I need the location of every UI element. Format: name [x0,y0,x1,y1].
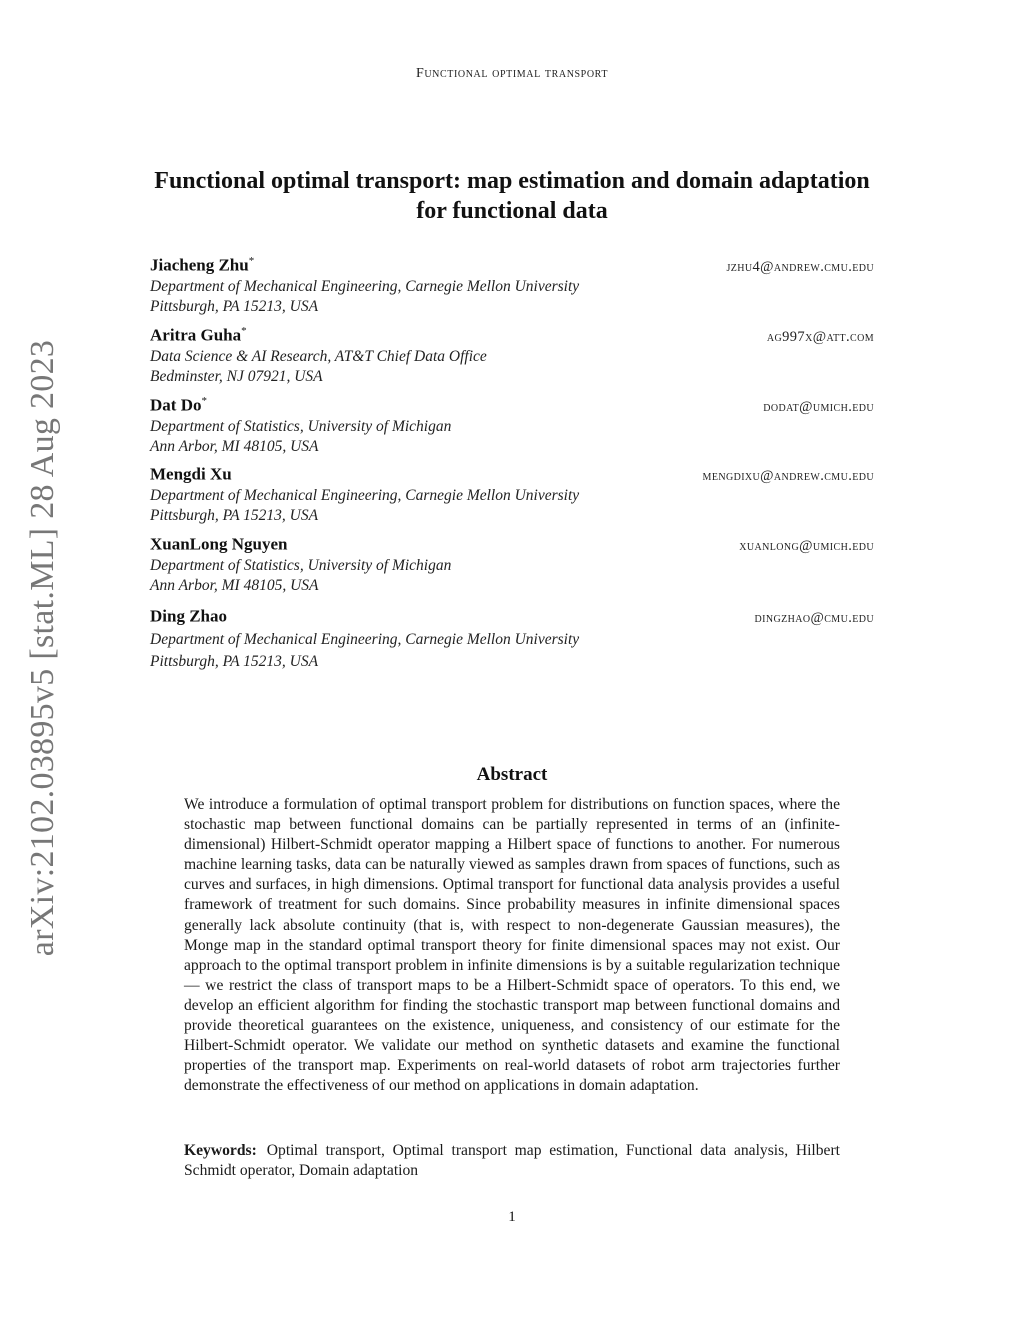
author-name: Aritra Guha* [150,325,247,345]
keywords-label: Keywords: [184,1142,257,1159]
author-address: Pittsburgh, PA 15213, USA [150,507,319,524]
abstract-heading: Abstract [476,764,548,785]
author-email: jzhu4@andrew.cmu.edu [726,258,874,275]
keywords-text: Optimal transport, Optimal transport map estimation, Functional data analysis, Hilbert Schmidt operator, Domain adaptation [184,1142,840,1180]
author-name: XuanLong Nguyen [150,534,288,554]
author-block [150,255,874,317]
author-name: Mengdi Xu [150,464,232,484]
author-mark: * [201,395,207,407]
keywords [184,1141,840,1181]
author-address: Ann Arbor, MI 48105, USA [150,438,319,455]
author-affiliation: Department of Statistics, University of Michigan [150,557,452,574]
author-address: Bedminster, NJ 07921, USA [150,368,323,385]
author-affiliation: Data Science & AI Research, AT&T Chief Data Office [150,348,487,365]
author-affiliation: Department of Statistics, University of Michigan [150,418,452,435]
author-affiliation: Department of Mechanical Engineering, Carnegie Mellon University [150,487,580,504]
arxiv-identifier-stamp: arXiv:2102.03895v5 [stat.ML] 28 Aug 2023 [24,339,61,957]
author-affiliation: Department of Mechanical Engineering, Carnegie Mellon University [150,631,580,648]
author-block [150,534,874,596]
author-address: Pittsburgh, PA 15213, USA [150,298,319,315]
page-number: 1 [508,1209,516,1225]
author-name: Dat Do* [150,395,207,415]
author-block [150,606,874,672]
author-email: ag997x@att.com [766,328,874,345]
author-name: Ding Zhao [150,606,227,626]
author-block [150,325,874,387]
abstract-text: We introduce a formulation of optimal transport problem for distributions on function spaces, where the stochastic map between functional domains can be partially represented in terms of an (infinite-dimensional) Hilbert-Schmidt operator mapping a Hilbert space of functions to another. For numerous machine learning tasks, data can be naturally viewed as samples drawn from spaces of functions, such as curves and surfaces, in high dimensions. Optimal transport for functional data analysis provides a useful framework of treatment for such domains. Since probability measures in infinite dimensional spaces generally lack absolute continuity (that is, with respect to non-degenerate Gaussian measures), the Monge map in the standard optimal transport theory for finite dimensional spaces may not exist. Our approach to the optimal transport problem in infinite dimensions is by a suitable regularization technique — we restrict the class of transport maps to be a Hilbert-Schmidt space of operators. To this end, we develop an efficient algorithm for finding the stochastic transport map between functional domains and provide theoretical guarantees on the existence, uniqueness, and consistency of our estimate for the Hilbert-Schmidt operator. We validate our method on synthetic datasets and examine the functional properties of the transport map. Experiments on real-world datasets of robot arm trajectories further demonstrate the effectiveness of our method on applications in domain adaptation. [184,796,840,1095]
author-email: xuanlong@umich.edu [739,537,874,554]
author-block [150,395,874,457]
author-email: mengdixu@andrew.cmu.edu [702,467,874,484]
author-email: dingzhao@cmu.edu [754,609,874,626]
author-address: Pittsburgh, PA 15213, USA [150,653,319,670]
paper-title: Functional optimal transport: map estimation and domain adaptation for functional data [154,168,870,224]
author-email: dodat@umich.edu [763,398,874,415]
author-affiliation: Department of Mechanical Engineering, Carnegie Mellon University [150,278,580,295]
author-mark: * [241,325,247,337]
author-block [150,464,874,526]
author-mark: * [248,255,255,267]
author-address: Ann Arbor, MI 48105, USA [150,577,319,594]
author-name: Jiacheng Zhu* [150,255,255,275]
running-header: Functional optimal transport [415,66,609,81]
